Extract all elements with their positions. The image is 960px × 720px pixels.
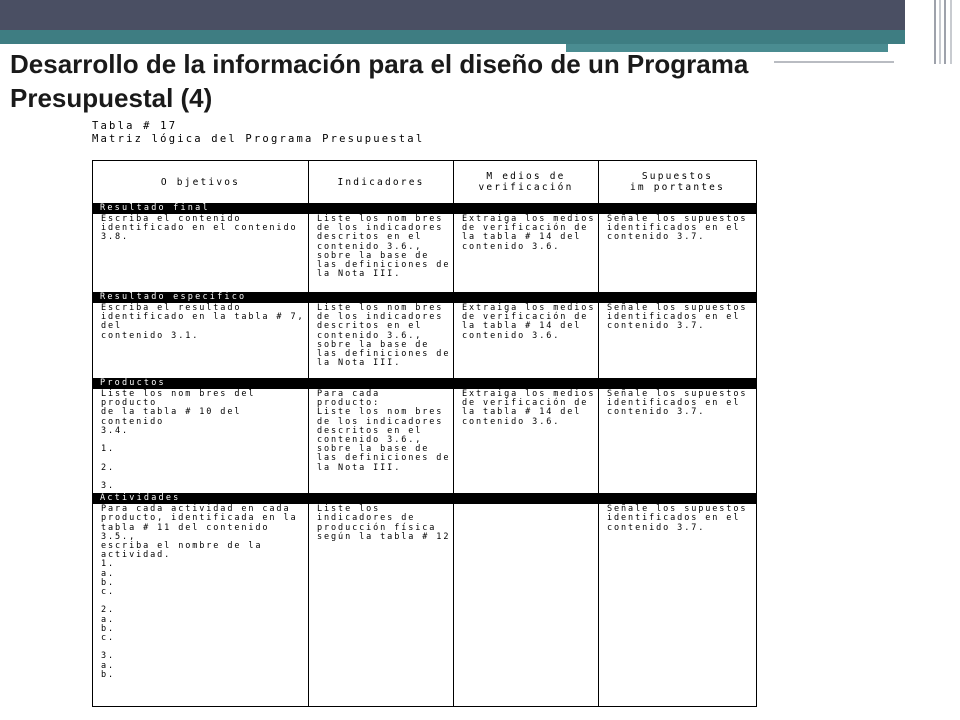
table-row <box>93 504 757 707</box>
decorative-rule <box>944 0 946 64</box>
cell-medio <box>454 504 599 707</box>
section-band <box>93 379 757 389</box>
section-label: Resultado específico <box>93 293 757 303</box>
section-band <box>93 293 757 303</box>
table-caption-number: Tabla # 17 <box>92 120 178 132</box>
cell-medio: Extraiga los medios de verificación de la tabla # 14 del contenido 3.6. <box>454 389 599 494</box>
slide-title: Desarrollo de la información para el diseño de un Programa Presupuestal (4) <box>10 49 749 113</box>
table-row <box>93 214 757 293</box>
title-underline <box>774 61 894 63</box>
table-row <box>93 389 757 494</box>
table-header-row <box>93 161 757 204</box>
section-label: Resultado final <box>93 204 757 214</box>
decorative-rule <box>950 0 952 64</box>
cell-objetivo: Liste los nom bres del producto de la tabla # 10 del contenido 3.4. 1. 2. 3. <box>93 389 309 494</box>
header-supuestos: Supuestos im portantes <box>599 161 757 204</box>
cell-indicador: Liste los nom bres de los indicadores descritos en el contenido 3.6., sobre la base de las definiciones de la Nota III. <box>309 214 454 293</box>
cell-indicador: Liste los indicadores de producción física según la tabla # 12 <box>309 504 454 707</box>
cell-medio: Extraiga los medios de verificación de la tabla # 14 del contenido 3.6. <box>454 303 599 379</box>
cell-supuesto: Señale los supuestos identificados en el contenido 3.7. <box>599 389 757 494</box>
cell-supuesto: Señale los supuestos identificados en el contenido 3.7. <box>599 504 757 707</box>
page-number: 14 <box>909 9 929 30</box>
table-caption-title: Matriz lógica del Programa Presupuestal <box>92 133 425 145</box>
section-label: Productos <box>93 379 757 389</box>
header-objetivos: O bjetivos <box>93 161 309 204</box>
section-label: Actividades <box>93 494 757 504</box>
cell-indicador: Liste los nom bres de los indicadores descritos en el contenido 3.6., sobre la base de las definiciones de la Nota III. <box>309 303 454 379</box>
cell-supuesto: Señale los supuestos identificados en el contenido 3.7. <box>599 214 757 293</box>
decorative-rule <box>934 0 936 64</box>
cell-objetivo: Para cada actividad en cada producto, identificada en la tabla # 11 del contenido 3.5., escriba el nombre de la actividad. 1. a. b. c. 2. a. b. c. 3. a. b. <box>93 504 309 707</box>
cell-objetivo: Escriba el contenido identificado en el contenido 3.8. <box>93 214 309 293</box>
section-band <box>93 204 757 214</box>
cell-supuesto: Señale los supuestos identificados en el contenido 3.7. <box>599 303 757 379</box>
header-bar <box>0 0 905 30</box>
cell-objetivo: Escriba el resultado identificado en la tabla # 7, del contenido 3.1. <box>93 303 309 379</box>
decorative-rule <box>939 0 941 64</box>
header-accent-band <box>0 30 905 44</box>
cell-medio: Extraiga los medios de verificación de la tabla # 14 del contenido 3.6. <box>454 214 599 293</box>
logical-matrix-table <box>92 160 757 707</box>
table-row <box>93 303 757 379</box>
header-medios: M edios de verificación <box>454 161 599 204</box>
section-band <box>93 494 757 504</box>
cell-indicador: Para cada producto: Liste los nom bres de los indicadores descritos en el contenido 3.6., sobre la base de las definiciones de la Nota III. <box>309 389 454 494</box>
header-indicadores: Indicadores <box>309 161 454 204</box>
